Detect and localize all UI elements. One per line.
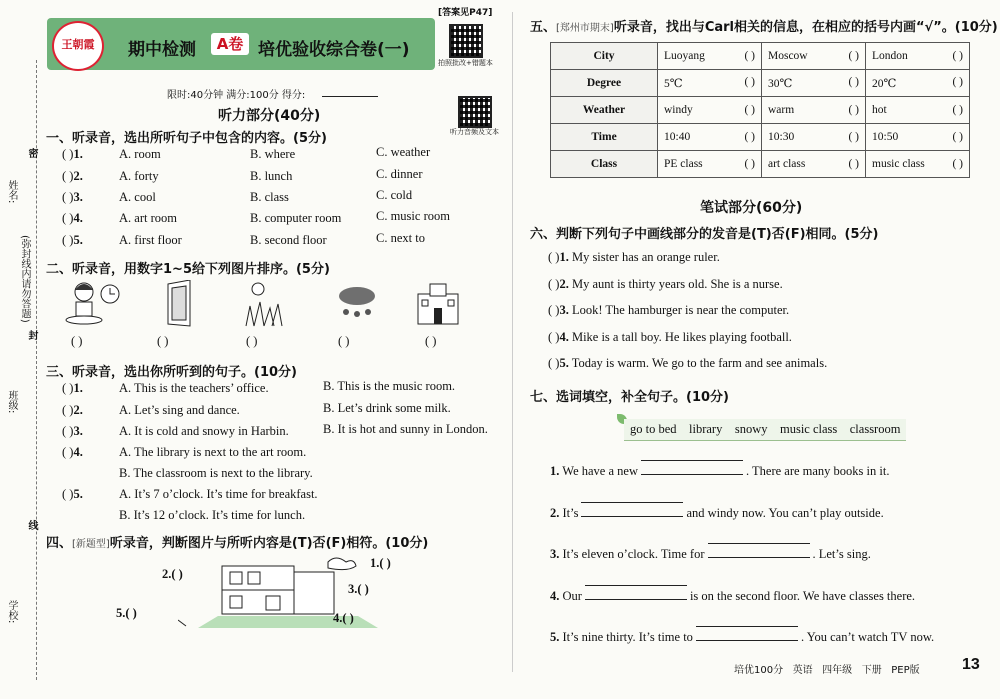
option-b: B. The classroom is next to the library. — [119, 466, 313, 480]
q-number: 4. — [73, 445, 83, 459]
table-row — [551, 97, 970, 124]
table-cell[interactable]: 20℃ ( ) — [866, 70, 970, 97]
answer-paren[interactable]: ( ) — [62, 211, 74, 225]
table-cell[interactable]: Moscow ( ) — [762, 43, 866, 70]
table-row — [551, 43, 970, 70]
picture-rain-cloud — [336, 284, 378, 324]
seal-mark-3: 线 — [26, 520, 37, 530]
exam-title-right: 培优验收综合卷(一) — [258, 40, 410, 60]
writing-title: 笔试部分(60分) — [700, 200, 803, 216]
s7-row-5: 5. It’s nine thirty. It’s time to . You can’t watch TV now. — [550, 630, 935, 644]
section-number: 五、 — [530, 20, 557, 35]
publisher-logo: 王朝霞 — [52, 21, 104, 71]
sentence-start: It’s nine thirty. It’s time to — [562, 630, 693, 644]
q-number: 3. — [73, 424, 83, 438]
row-header: Time — [551, 124, 658, 151]
source-tag: [郑州市期末] — [556, 23, 614, 34]
option-b: B. lunch — [250, 169, 293, 183]
sentence-end: . You can’t watch TV now. — [800, 630, 935, 644]
s2-answer-5[interactable]: ( ) — [425, 334, 437, 348]
table-cell[interactable]: music class ( ) — [866, 151, 970, 178]
answer-paren[interactable]: ( ) — [548, 250, 560, 264]
section-7-title: 七、选词填空，补全句子。(10分) — [530, 390, 729, 405]
exam-meta: 限时:40分钟 满分:100分 得分: — [167, 90, 306, 101]
option-c: C. weather — [376, 145, 431, 159]
listening-title: 听力部分(40分) — [218, 108, 321, 124]
option-b: B. second floor — [250, 233, 327, 247]
audio-qr-code[interactable] — [458, 96, 492, 128]
score-blank[interactable] — [322, 96, 378, 97]
table-row — [551, 151, 970, 178]
class-label: 班级: — [6, 390, 17, 414]
word-bank: go to bed library snowy music class classroom — [624, 419, 906, 441]
table-row — [551, 124, 970, 151]
option-a: A. art room — [119, 211, 177, 225]
section-3-title: 三、听录音，选出你所听到的句子。(10分) — [46, 365, 297, 380]
s7-row-2: 2. It’s and windy now. You can’t play outside. — [550, 506, 884, 520]
option-b: B. class — [250, 190, 289, 204]
s6-row-4: ( )4. Mike is a tall boy. He likes playing football. — [548, 330, 792, 344]
sentence: Today is warm. We go to the farm and see animals. — [571, 356, 828, 370]
table-cell[interactable]: PE class ( ) — [658, 151, 762, 178]
sentence: Look! The hamburger is near the computer. — [571, 303, 790, 317]
answer-paren[interactable]: ( ) — [62, 169, 74, 183]
answer-reference: [答案见P47] — [438, 8, 493, 18]
s2-answer-1[interactable]: ( ) — [71, 334, 83, 348]
option-b: B. This is the music room. — [323, 379, 456, 393]
s1-row-1 — [62, 145, 431, 162]
option-c: C. next to — [376, 231, 425, 245]
s1-row-2 — [62, 167, 423, 184]
answer-paren[interactable]: ( ) — [62, 147, 74, 161]
row-header: Class — [551, 151, 658, 178]
s7-row-3: 3. It’s eleven o’clock. Time for . Let’s sing. — [550, 547, 871, 561]
seal-mark-2: 封 — [26, 330, 37, 340]
fill-blank[interactable] — [585, 599, 687, 600]
seal-mark: 密 — [26, 148, 37, 158]
answer-paren[interactable]: ( ) — [62, 424, 74, 438]
table-cell[interactable]: 10:30 ( ) — [762, 124, 866, 151]
q-number: 1. — [73, 381, 83, 395]
sentence-start: We have a new — [562, 464, 638, 478]
s3-row-4 — [62, 445, 313, 480]
carl-info-table — [550, 42, 970, 178]
section-4-instructions: 听录音，判断图片与所听内容是(T)否(F)相符。(10分) — [109, 536, 429, 551]
s7-row-4: 4. Our is on the second floor. We have classes there. — [550, 589, 916, 603]
row-header: Weather — [551, 97, 658, 124]
sentence-end: is on the second floor. We have classes there. — [689, 589, 916, 603]
s4-label-2[interactable]: 2.( ) — [162, 567, 183, 581]
sentence: My aunt is thirty years old. She is a nurse. — [571, 277, 783, 291]
sentence: My sister has an orange ruler. — [571, 250, 720, 264]
option-a: A. room — [119, 147, 161, 161]
s6-row-3: ( )3. Look! The hamburger is near the computer. — [548, 303, 790, 317]
option-a: A. It is cold and snowy in Harbin. — [119, 424, 289, 438]
sentence-end: . There are many books in it. — [745, 464, 890, 478]
q-number: 5. — [73, 487, 83, 501]
s2-answer-2[interactable]: ( ) — [157, 334, 169, 348]
new-type-tag: [新题型] — [72, 539, 110, 550]
answer-paren[interactable]: ( ) — [548, 277, 560, 291]
s4-label-5[interactable]: 5.( ) — [116, 606, 137, 620]
name-label: 姓名: — [6, 180, 17, 204]
sentence: Mike is a tall boy. He likes playing football. — [571, 330, 792, 344]
q-number: 4. — [73, 211, 83, 225]
section-2-title: 二、听录音，用数字1~5给下列图片排序。(5分) — [46, 262, 330, 277]
sentence-end: and windy now. You can’t play outside. — [686, 506, 884, 520]
answer-paren[interactable]: ( ) — [62, 381, 74, 395]
option-b: B. computer room — [250, 211, 342, 225]
s6-row-2: ( )2. My aunt is thirty years old. She is a nurse. — [548, 277, 783, 291]
picture-sun-grass — [244, 280, 284, 328]
q-number: 2. — [73, 169, 83, 183]
s1-row-4 — [62, 209, 450, 226]
table-cell[interactable]: 30℃ ( ) — [762, 70, 866, 97]
option-a: A. cool — [119, 190, 156, 204]
answer-paren[interactable]: ( ) — [62, 487, 74, 501]
q-number: 3. — [73, 190, 83, 204]
s3-row-3 — [62, 422, 488, 439]
table-cell[interactable]: 10:50 ( ) — [866, 124, 970, 151]
s6-row-1: ( )1. My sister has an orange ruler. — [548, 250, 720, 264]
option-b: B. Let’s drink some milk. — [323, 401, 451, 415]
s2-answer-4[interactable]: ( ) — [338, 334, 350, 348]
sentence-start: It’s eleven o’clock. Time for — [562, 547, 705, 561]
table-cell[interactable]: Luoyang ( ) — [658, 43, 762, 70]
sentence-end: . Let’s sing. — [812, 547, 871, 561]
q-number: 1. — [73, 147, 83, 161]
answer-paren[interactable]: ( ) — [62, 190, 74, 204]
fill-blank[interactable] — [581, 516, 683, 517]
answer-paren[interactable]: ( ) — [548, 303, 560, 317]
picture-door — [164, 280, 196, 328]
q-number: 5. — [73, 233, 83, 247]
sentence-start: Our — [562, 589, 582, 603]
table-cell[interactable]: 10:40 ( ) — [658, 124, 762, 151]
picture-girl-eating — [60, 278, 122, 328]
table-cell[interactable]: warm ( ) — [762, 97, 866, 124]
audio-caption: 听力音频及文本 — [450, 128, 499, 136]
table-row — [551, 70, 970, 97]
s3-row-5 — [62, 487, 318, 522]
picture-school-building — [414, 280, 462, 326]
fill-blank[interactable] — [696, 640, 798, 641]
s3-row-2 — [62, 401, 451, 418]
option-b: B. where — [250, 147, 296, 161]
section-5-instructions: 听录音，找出与Carl相关的信息，在相应的括号内画“√”。(10分) — [613, 20, 998, 35]
option-a: A. forty — [119, 169, 159, 183]
footer-text: 培优100分 英语 四年级 下册 PEP版 — [734, 665, 920, 676]
option-a: A. first floor — [119, 233, 182, 247]
answer-paren[interactable]: ( ) — [548, 330, 560, 344]
option-a: A. The library is next to the art room. — [119, 445, 307, 459]
grading-qr-code[interactable] — [449, 24, 483, 58]
s1-row-3 — [62, 188, 413, 205]
section-number: 四、 — [46, 536, 73, 551]
answer-paren[interactable]: ( ) — [62, 403, 74, 417]
s3-row-1 — [62, 379, 456, 396]
section-5-title — [530, 16, 998, 35]
sentence-start: It’s — [562, 506, 579, 520]
qr-caption: 拍照批改+错题本 — [438, 59, 493, 67]
s4-label-3[interactable]: 3.( ) — [348, 582, 369, 596]
option-c: C. dinner — [376, 167, 423, 181]
page-divider — [512, 12, 513, 672]
row-header: City — [551, 43, 658, 70]
option-c: C. music room — [376, 209, 450, 223]
seal-note: (弥封线内请勿答题) — [19, 235, 30, 323]
s1-row-5 — [62, 231, 425, 248]
s7-row-1: 1. We have a new . There are many books in it. — [550, 464, 890, 478]
page-number: 13 — [962, 656, 980, 673]
s6-row-5: ( )5. Today is warm. We go to the farm and see animals. — [548, 356, 828, 370]
fill-blank[interactable] — [708, 557, 810, 558]
table-cell[interactable]: windy ( ) — [658, 97, 762, 124]
table-cell[interactable]: art class ( ) — [762, 151, 866, 178]
badge-a: A卷 — [211, 33, 249, 55]
q-number: 2. — [73, 403, 83, 417]
option-a: A. This is the teachers’ office. — [119, 381, 269, 395]
section-1-title: 一、听录音，选出所听句子中包含的内容。(5分) — [46, 131, 327, 146]
s4-label-1[interactable]: 1.( ) — [370, 556, 391, 570]
s4-label-4[interactable]: 4.( ) — [333, 611, 354, 625]
s2-answer-3[interactable]: ( ) — [246, 334, 258, 348]
fill-blank[interactable] — [641, 474, 743, 475]
exam-title-left: 期中检测 — [128, 40, 196, 60]
row-header: Degree — [551, 70, 658, 97]
option-a: A. It’s 7 o’clock. It’s time for breakfast. — [119, 487, 318, 501]
section-4-title — [46, 532, 428, 551]
section-6-title: 六、判断下列句子中画线部分的发音是(T)否(F)相同。(5分) — [530, 227, 879, 242]
answer-paren[interactable]: ( ) — [62, 445, 74, 459]
option-b: B. It is hot and sunny in London. — [323, 422, 488, 436]
school-label: 学校: — [6, 600, 17, 624]
option-b: B. It’s 12 o’clock. It’s time for lunch. — [119, 508, 306, 522]
table-cell[interactable]: London ( ) — [866, 43, 970, 70]
option-a: A. Let’s sing and dance. — [119, 403, 240, 417]
option-c: C. cold — [376, 188, 413, 202]
table-cell[interactable]: hot ( ) — [866, 97, 970, 124]
answer-paren[interactable]: ( ) — [548, 356, 560, 370]
answer-paren[interactable]: ( ) — [62, 233, 74, 247]
table-cell[interactable]: 5℃ ( ) — [658, 70, 762, 97]
